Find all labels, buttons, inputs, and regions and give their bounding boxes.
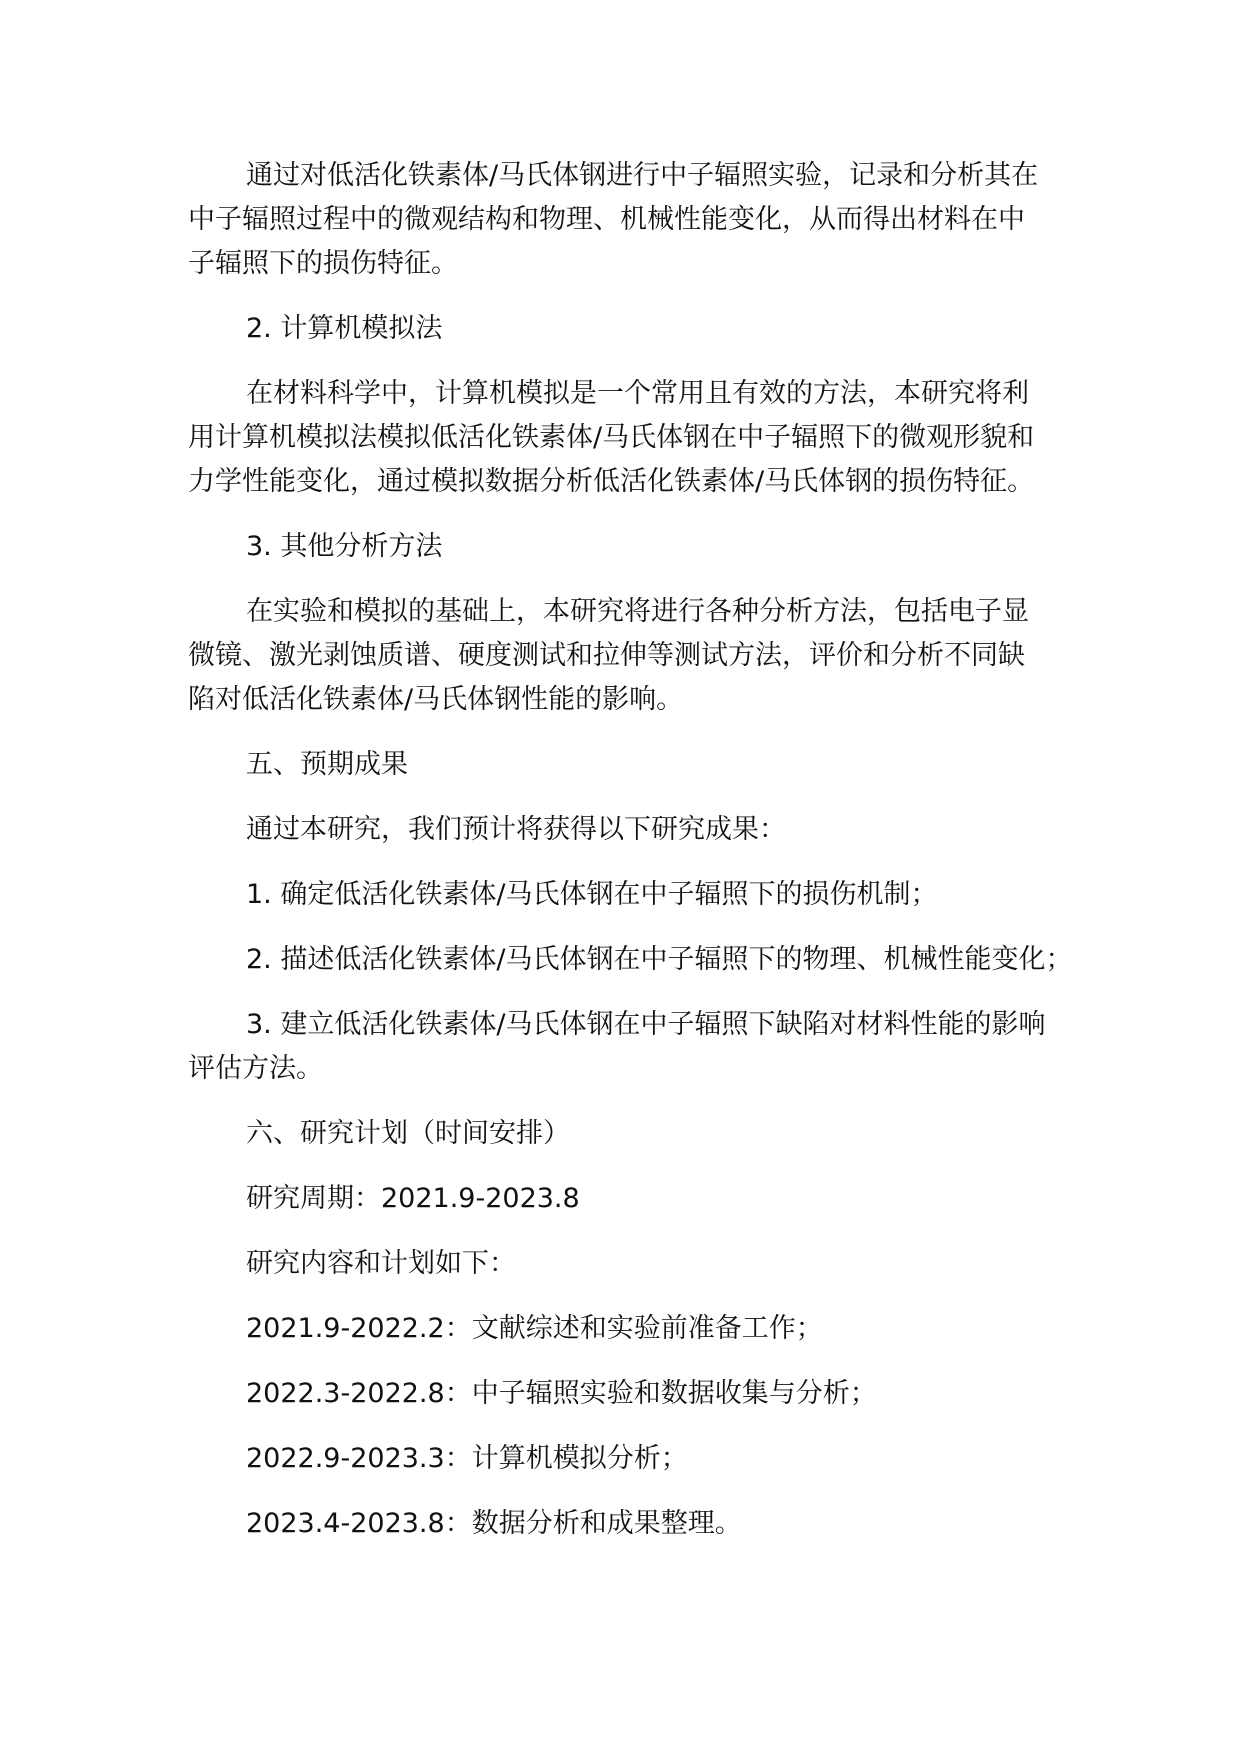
heading-expected-results: 五、预期成果	[246, 749, 408, 780]
paragraph-line: 通过对低活化铁素体/马氏体钢进行中子辐照实验，记录和分析其在	[246, 160, 1039, 191]
paragraph-line: 用计算机模拟法模拟低活化铁素体/马氏体钢在中子辐照下的微观形貌和	[188, 422, 1035, 453]
result-item-1: 1. 确定低活化铁素体/马氏体钢在中子辐照下的损伤机制；	[246, 879, 938, 910]
plan-item-1: 2021.9-2022.2：文献综述和实验前准备工作；	[246, 1313, 823, 1344]
paragraph-line: 子辐照下的损伤特征。	[188, 248, 458, 279]
paragraph-line: 陷对低活化铁素体/马氏体钢性能的影响。	[188, 684, 684, 715]
plan-intro: 研究内容和计划如下：	[246, 1248, 516, 1279]
paragraph-line: 在实验和模拟的基础上，本研究将进行各种分析方法，包括电子显	[246, 596, 1029, 627]
plan-item-4: 2023.4-2023.8：数据分析和成果整理。	[246, 1508, 742, 1539]
paragraph-line: 微镜、激光剥蚀质谱、硬度测试和拉伸等测试方法，评价和分析不同缺	[188, 640, 1025, 671]
paragraph-line: 在材料科学中，计算机模拟是一个常用且有效的方法，本研究将利	[246, 378, 1029, 409]
heading-computer-simulation: 2. 计算机模拟法	[246, 313, 443, 344]
result-item-2: 2. 描述低活化铁素体/马氏体钢在中子辐照下的物理、机械性能变化；	[246, 944, 1073, 975]
plan-item-2: 2022.3-2022.8：中子辐照实验和数据收集与分析；	[246, 1378, 877, 1409]
paragraph-line: 3. 建立低活化铁素体/马氏体钢在中子辐照下缺陷对材料性能的影响	[246, 1009, 1046, 1040]
paragraph-line: 中子辐照过程中的微观结构和物理、机械性能变化，从而得出材料在中	[188, 204, 1025, 235]
heading-research-plan: 六、研究计划（时间安排）	[246, 1118, 570, 1149]
paragraph-other-methods	[188, 590, 1088, 722]
plan-period: 研究周期：2021.9-2023.8	[246, 1183, 580, 1214]
plan-item-3: 2022.9-2023.3：计算机模拟分析；	[246, 1443, 688, 1474]
paragraph-line: 力学性能变化，通过模拟数据分析低活化铁素体/马氏体钢的损伤特征。	[188, 466, 1035, 497]
result-item-3	[188, 1003, 1088, 1091]
heading-other-methods: 3. 其他分析方法	[246, 531, 443, 562]
paragraph-experiment	[188, 154, 1088, 286]
paragraph-simulation	[188, 372, 1088, 504]
results-intro: 通过本研究，我们预计将获得以下研究成果：	[246, 814, 786, 845]
document-body	[188, 154, 1088, 1567]
paragraph-line: 评估方法。	[188, 1053, 323, 1084]
